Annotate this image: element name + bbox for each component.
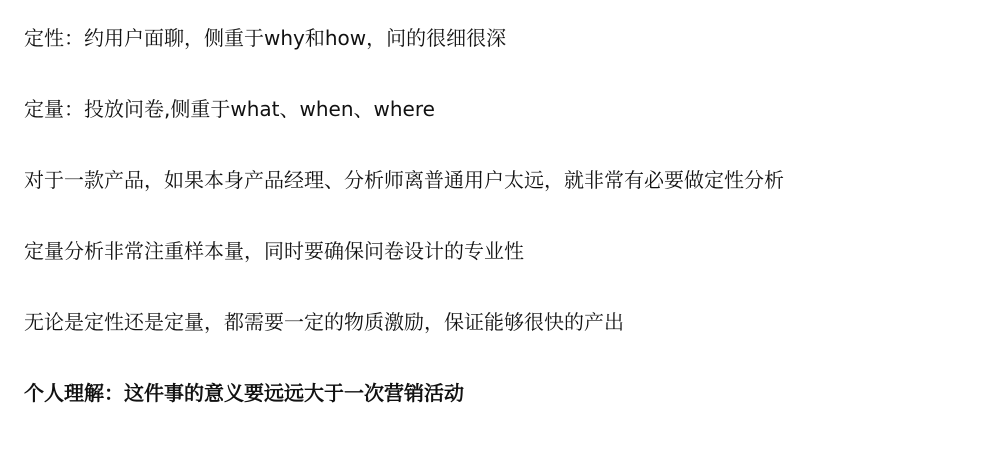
text-line-product-note: 对于一款产品，如果本身产品经理、分析师离普通用户太远，就非常有必要做定性分析: [24, 168, 784, 192]
text-line-incentive: 无论是定性还是定量，都需要一定的物质激励，保证能够很快的产出: [24, 310, 624, 334]
text-line-qualitative: 定性：约用户面聊，侧重于why和how，问的很细很深: [24, 26, 507, 50]
text-line-sample-size: 定量分析非常注重样本量，同时要确保问卷设计的专业性: [24, 239, 524, 263]
text-line-quantitative: 定量：投放问卷,侧重于what、when、where: [24, 97, 435, 121]
text-line-personal-understanding: 个人理解：这件事的意义要远远大于一次营销活动: [24, 381, 464, 405]
